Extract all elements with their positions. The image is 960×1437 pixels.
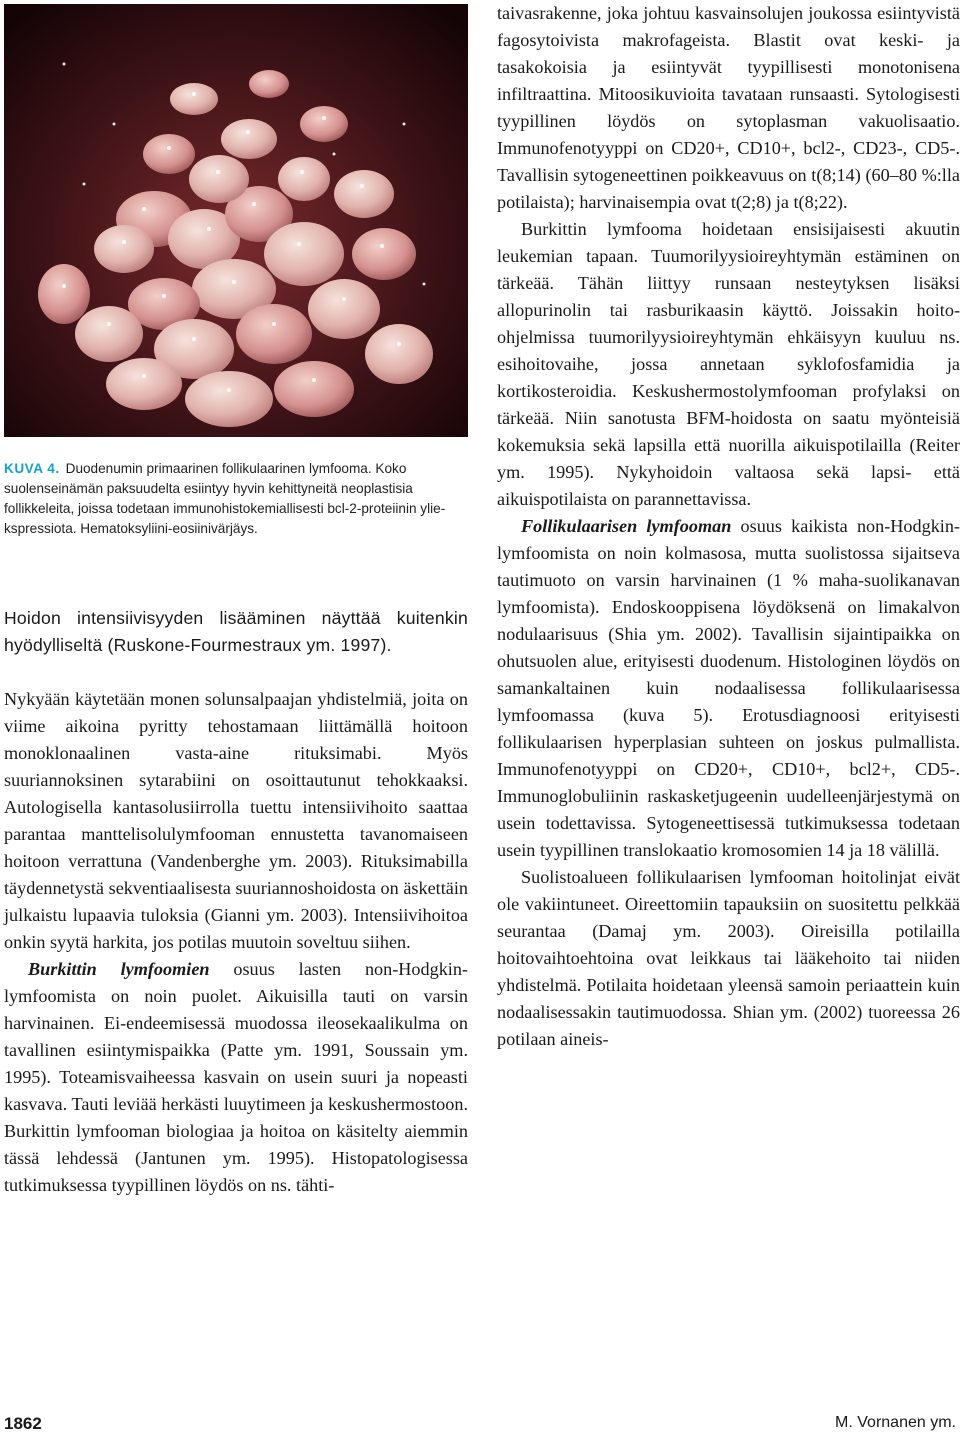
left-column bbox=[4, 605, 468, 659]
right-p3-text: osuus kaikista non-Hodgkin-lymfoomista on noin kolmasosa, mutta suolistossa sijaitseva tautimuoto on varsin harvinainen (1 % maha-suolikanavan lymfoomista). Endoskooppisena löydöksenä on limakalvon nodulaarisuus (Shia ym. 2002). Tavallisin sijaintipaikka on ohutsuolen alue, erityisesti duodenum. Histologinen löydös on samankaltainen kuin nodaalisessa follikulaarisessa lymfoomassa (kuva 5). Erotusdiagnoosi erityisesti follikulaarisen hyperplasian suhteen on joskus pulmallista. Immunofenotyyppi on CD20+, CD10+, bcl2+, CD5-. Immunoglobuliinin raskasketjugeenin uudelleenjärjestymä on usein todettavissa. Sytogeneettisessä tutkimuksessa todetaan usein tyypillinen translokaatio kromosomien 14 ja 18 välillä. bbox=[497, 516, 960, 860]
figure-label: KUVA 4. bbox=[4, 461, 60, 476]
left-p2-text: osuus lasten non-Hodgkin-lymfoomista on noin puolet. Aikuisilla tauti on varsin harvinainen. Ei-endeemisessä muodossa ileosekaalikulma on tavallinen esiintymispaikka (Patte ym. 1991, Soussain ym. 1995). Toteamisvaiheessa kasvain on usein suuri ja nopeasti kasvava. Tauti leviää herkästi luuytimeen ja keskushermostoon. Burkittin lymfooman biologiaa ja hoitoa on käsitelty aiemmin tässä lehdessä (Jantunen ym. 1995). Histopatologisessa tutkimuksessa tyypillinen löydös on ns. tähti- bbox=[4, 959, 468, 1195]
right-paragraph-4: Suolistoalueen follikulaarisen lymfooman hoitolinjat eivät ole vakiintuneet. Oireettomiin tapauksiin on suositettu pelkkää seurantaa (Damaj ym. 2003). Oireisilla potilailla hoitovaihtoehtoina ovat leikkaus tai lääkehoito tai niiden yhdistelmä. Potilaita hoidetaan yleensä samoin periaattein kuin nodaalisessakin tautimuodossa. Shian ym. (2002) tuoreessa 26 potilaan aineis- bbox=[497, 867, 960, 1049]
figure-caption-text: Duodenumin primaarinen follikulaarinen lymfooma. Koko suolenseinämän paksuudelta esiintyy hyvin kehittyneitä neoplastisia follikkeleita, joissa todetaan immunohistokemiallisesti bcl-2-proteiinin yliekspressiota. Hematoksyliini-eosiinivärjäys. bbox=[4, 461, 446, 536]
right-paragraph-1: taivasrakenne, joka johtuu kasvainsolujen joukossa esiintyvistä fagosytoivista makrofageista. Blastit ovat keski- ja tasakokoisia ja esiintyvät tyypillisesti monotonisena infiltraattina. Mitoosikuvioita tavataan runsaasti. Sytologisesti tyypillinen löydös on sytoplasman vakuolisaatio. Immunofenotyyppi on CD20+, CD10+, bcl2-, CD23-, CD5-. Tavallisin sytogeneettinen poikkeavuus on t(8;14) (60–80 %:lla potilaista); harvinaisempia ovat t(2;8) ja t(8;22). bbox=[497, 3, 960, 212]
left-paragraph-2 bbox=[4, 956, 468, 1199]
left-paragraph-1 bbox=[4, 605, 468, 659]
burkitt-heading: Burkittin lymfoomien bbox=[28, 959, 210, 979]
page-number: 1862 bbox=[4, 1414, 42, 1433]
figure-caption bbox=[4, 459, 468, 539]
left-paragraph-1b: Nykyään käytetään monen solunsalpaajan yhdistelmiä, joita on viime aikoina pyritty tehostamaan liittämällä hoitoon monoklonaalinen vasta-aine rituksimabi. Myös suuriannoksinen sytarabiini on osoittautunut tehokkaaksi. Autologisella kantasolusiirrolla tuettu intensiivihoito saattaa parantaa manttelisolulymfooman ennustetta tavanomaiseen hoitoon verrattuna (Vandenberghe ym. 2003). Rituksimabilla täydennetystä sekventiaalisesta suuriannoshoidosta on äskettäin julkaistu lupaavia tuloksia (Gianni ym. 2003). Intensiivihoitoa onkin syytä harkita, jos potilas muutoin soveltuu siihen. bbox=[4, 689, 468, 952]
left-p1-text: Hoidon intensiivisyyden lisääminen näyttää kuitenkin hyödylliseltä (Ruskone-Fourmestraux ym. 1997). bbox=[4, 608, 468, 655]
author-line: M. Vornanen ym. bbox=[835, 1414, 956, 1431]
follicular-heading: Follikulaarisen lymfooman bbox=[521, 516, 732, 536]
right-paragraph-2: Burkittin lymfooma hoidetaan ensisijaisesti akuutin leukemian tapaan. Tuumorilyysioireyhtymän estäminen on tärkeää. Tähän liittyy runsaan nesteytyksen lisäksi allopurinolin tai rasburikaasin käyttö. Joissakin hoito-ohjelmissa tuumorilyysioireyhtymän ehkäisyyn kuuluu ns. esihoitovaihe, jossa annetaan syklofosfamidia ja kortikosteroidia. Keskushermostolymfooman profylaksi on tärkeää. Niin sanotusta BFM-hoidosta on saatu myönteisiä kokemuksia sekä lapsilla että nuorilla aikuispotilailla (Reiter ym. 1995). Nykyhoidoin valtaosa sekä lapsi- että aikuispotilaista on parannettavissa. bbox=[497, 219, 960, 509]
left-column-serif bbox=[4, 686, 468, 1199]
endoscopy-image bbox=[4, 4, 468, 437]
right-paragraph-3 bbox=[497, 513, 960, 864]
right-column bbox=[497, 0, 960, 1053]
endoscopy-figure bbox=[4, 4, 468, 437]
